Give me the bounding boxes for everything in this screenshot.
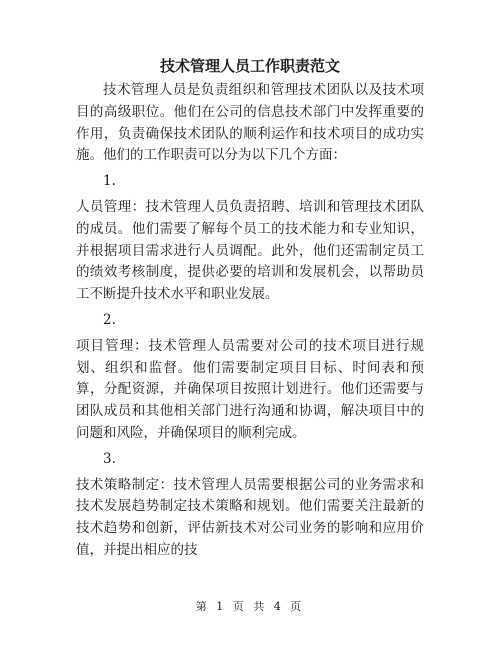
- intro-paragraph: 技术管理人员是负责组织和管理技术团队以及技术项目的高级职位。他们在公司的信息技术部门中发挥重要的作用，负责确保技术团队的顺利运作和技术项目的成功实施。他们的工作职责可以分为以下几个方面：: [76, 82, 424, 164]
- section-number-3: 3.: [103, 450, 116, 467]
- section-paragraph-2: 项目管理：技术管理人员需要对公司的技术项目进行规划、组织和监督。他们需要制定项目目标、时间表和预算，分配资源，并确保项目按照计划进行。他们还需要与团队成员和其他相关部门进行沟通和协调，解决项目中的问题和风险，并确保项目的顺利完成。: [76, 337, 424, 441]
- section-number-2: 2.: [103, 311, 116, 328]
- section-paragraph-1: 人员管理：技术管理人员负责招聘、培训和管理技术团队的成员。他们需要了解每个员工的技术能力和专业知识，并根据项目需求进行人员调配。此外，他们还需制定员工的绩效考核制度，提供必要的培训和发展机会，以帮助员工不断提升技术水平和职业发展。: [76, 198, 424, 303]
- section-paragraph-3: 技术策略制定：技术管理人员需要根据公司的业务需求和技术发展趋势制定技术策略和规划。他们需要关注最新的技术趋势和创新，评估新技术对公司业务的影响和应用价值，并提出相应的技: [76, 476, 424, 558]
- document-body: [76, 80, 424, 562]
- section-number-1: 1.: [103, 173, 116, 190]
- page-footer: 第 1 页 共 4 页: [195, 600, 305, 613]
- document-title: 技术管理人员工作职责范文: [159, 57, 340, 75]
